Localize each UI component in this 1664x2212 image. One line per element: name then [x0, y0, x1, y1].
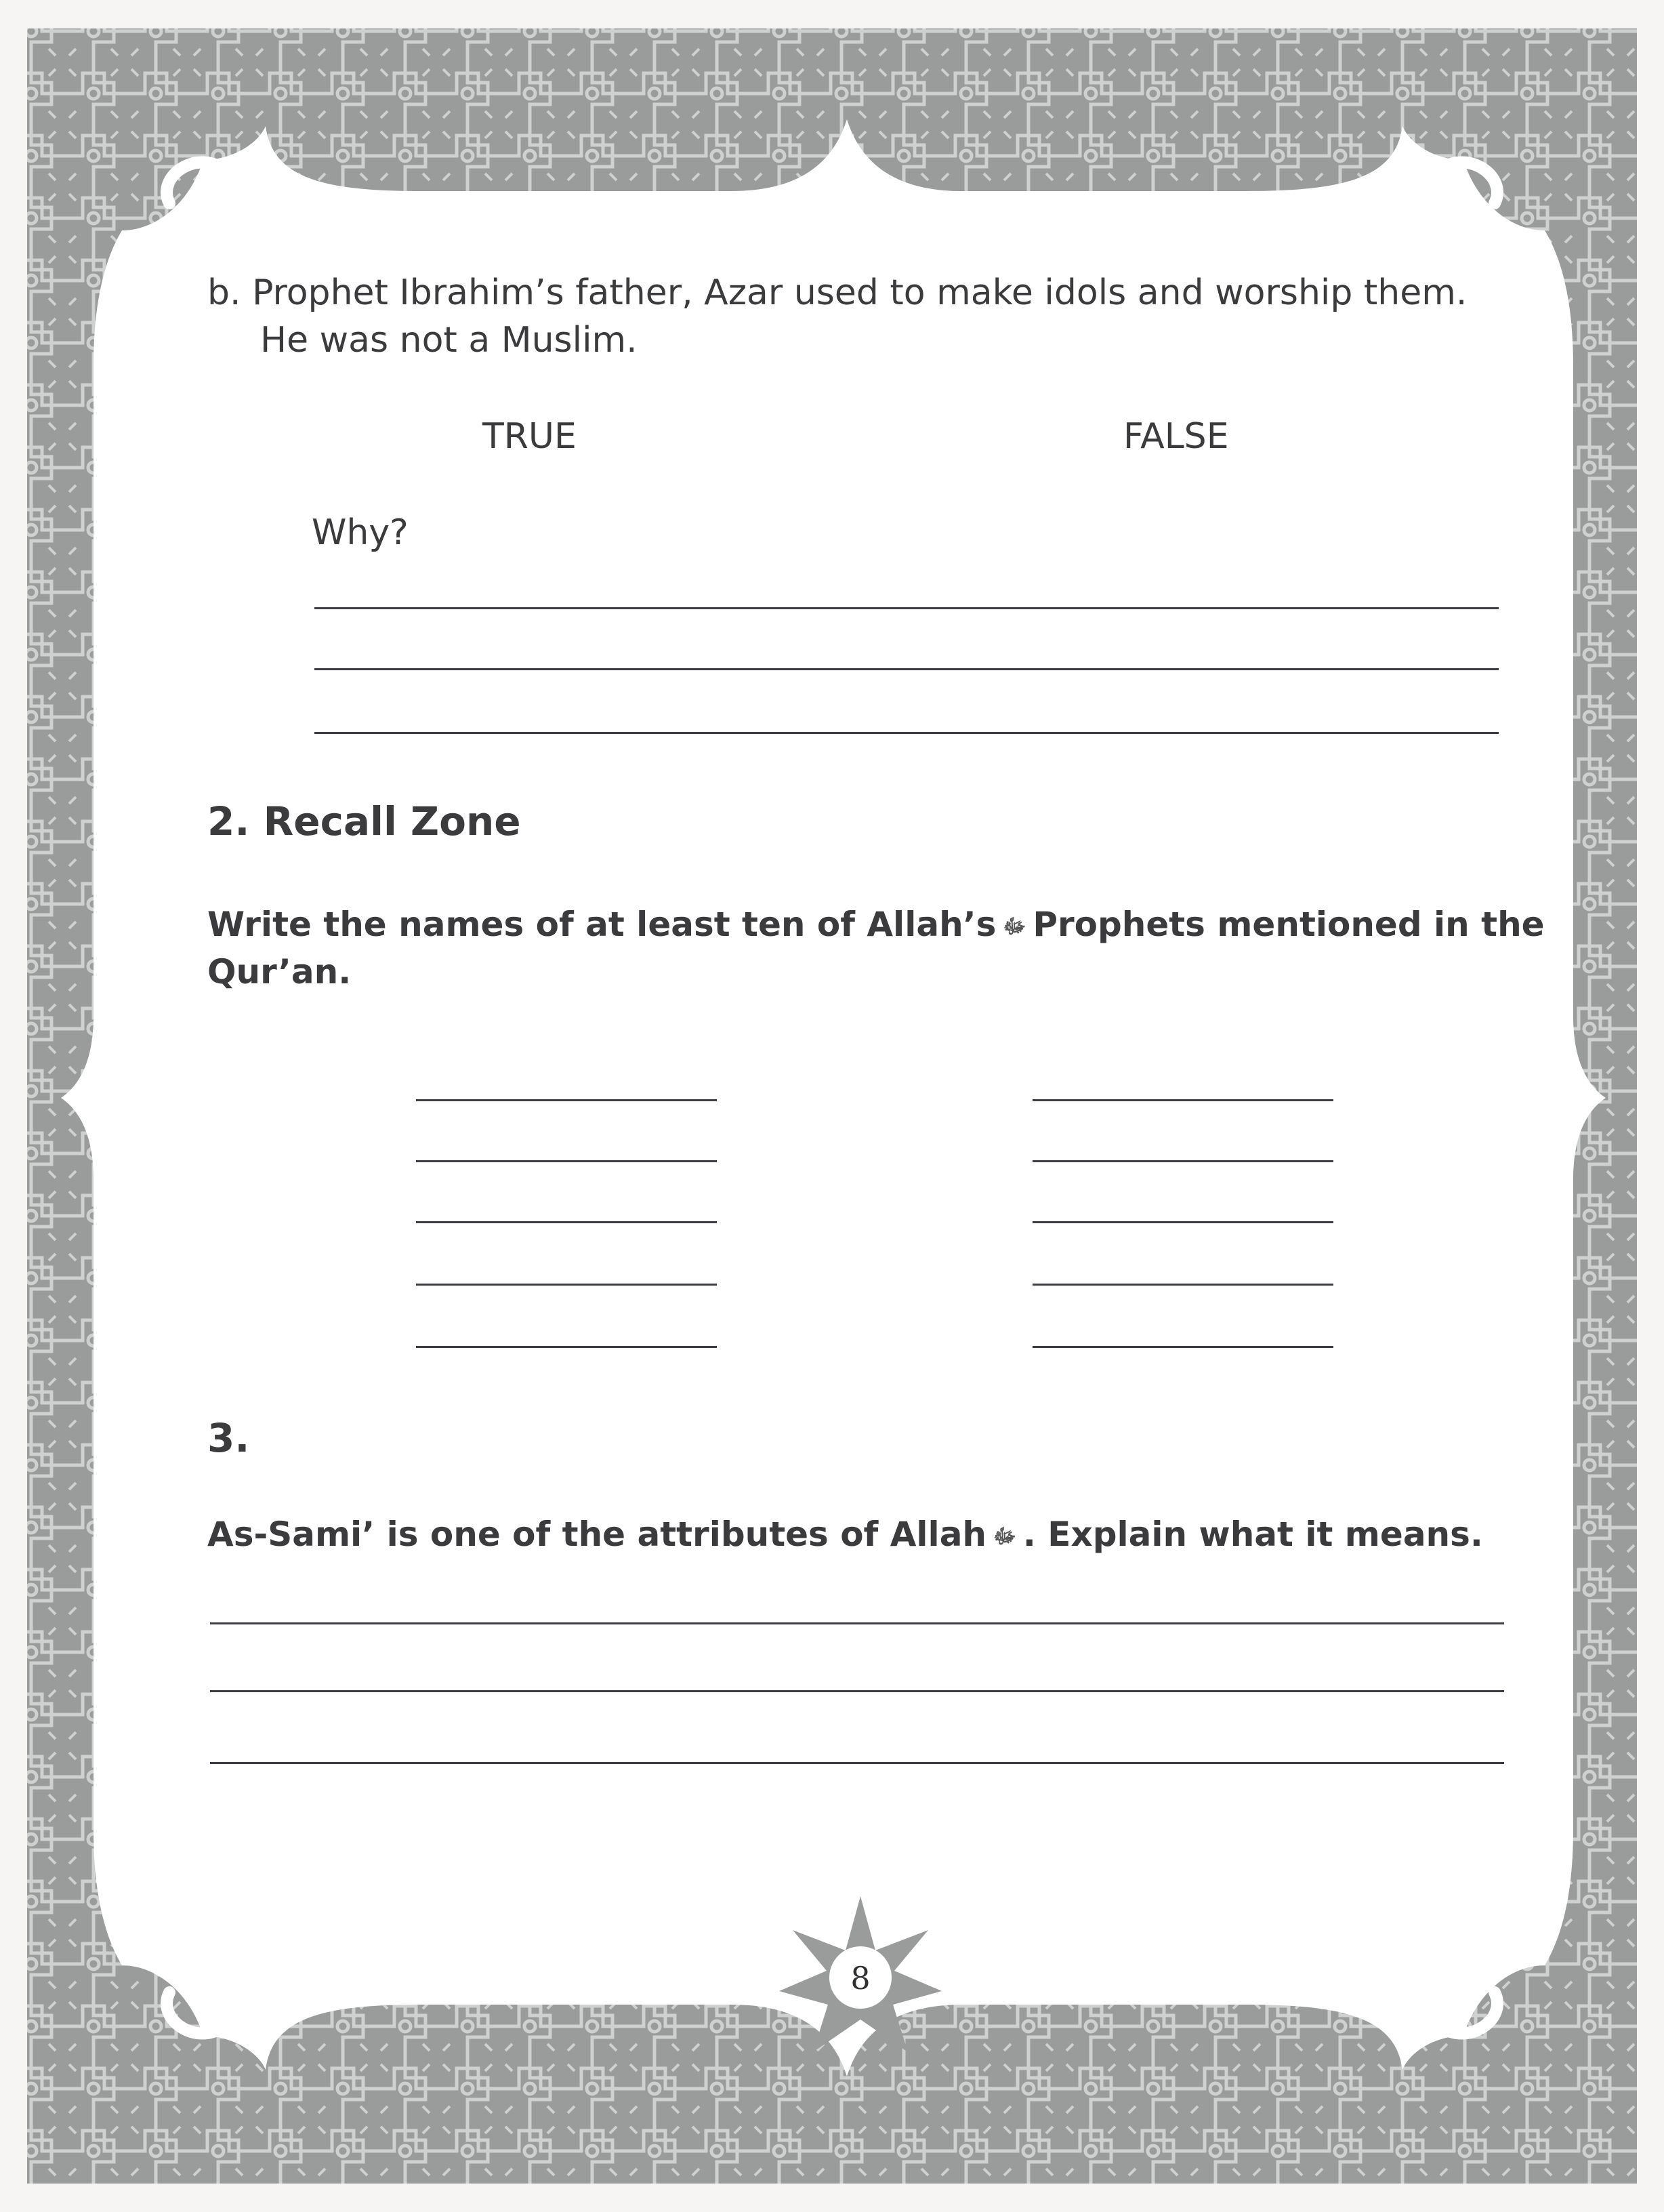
prophet-name-line-8[interactable]: [1033, 1221, 1333, 1223]
question-b-line1: b. Prophet Ibrahim’s father, Azar used to make idols and worship them.: [207, 272, 1468, 313]
prophet-name-line-5[interactable]: [416, 1346, 717, 1348]
prophet-name-line-4[interactable]: [416, 1284, 717, 1286]
frame-panel: [61, 119, 1606, 2076]
as-sami-answer-line-2[interactable]: [210, 1690, 1504, 1692]
why-answer-line-2[interactable]: [314, 668, 1499, 670]
as-sami-answer-line-1[interactable]: [210, 1622, 1504, 1624]
prophet-name-line-3[interactable]: [416, 1221, 717, 1223]
recall-zone-heading: 2. Recall Zone: [207, 798, 521, 844]
why-answer-line-3[interactable]: [314, 732, 1499, 734]
why-label: Why?: [312, 512, 409, 553]
recall-instruction-line2: Qur’an.: [207, 952, 352, 991]
page-number: 8: [850, 1960, 871, 1996]
prophet-name-line-9[interactable]: [1033, 1284, 1333, 1286]
recall-instruction-line1: [207, 901, 1545, 947]
honorific-glyph-icon: ﷻ: [1003, 914, 1026, 939]
prophet-name-line-2[interactable]: [416, 1160, 717, 1162]
prophet-name-line-1[interactable]: [416, 1099, 717, 1101]
recall-instruction-part-b: Prophets mentioned in the: [1033, 905, 1545, 944]
recall-instruction-part-a: Write the names of at least ten of Allah’s: [207, 905, 997, 944]
as-sami-prompt-part-b: . Explain what it means.: [1022, 1515, 1483, 1554]
honorific-glyph-icon: ﷻ: [993, 1524, 1016, 1549]
as-sami-prompt: [207, 1511, 1483, 1557]
question-b-line2: He was not a Muslim.: [260, 320, 638, 361]
as-sami-answer-line-3[interactable]: [210, 1762, 1504, 1764]
prophet-name-line-7[interactable]: [1033, 1160, 1333, 1162]
why-answer-line-1[interactable]: [314, 607, 1499, 609]
section-3-heading: 3.: [207, 1415, 250, 1461]
false-option[interactable]: FALSE: [1123, 416, 1229, 457]
prophet-name-line-6[interactable]: [1033, 1099, 1333, 1101]
prophet-name-line-10[interactable]: [1033, 1346, 1333, 1348]
as-sami-prompt-part-a: As-Sami’ is one of the attributes of Allah: [207, 1515, 987, 1554]
true-option[interactable]: TRUE: [482, 416, 577, 457]
